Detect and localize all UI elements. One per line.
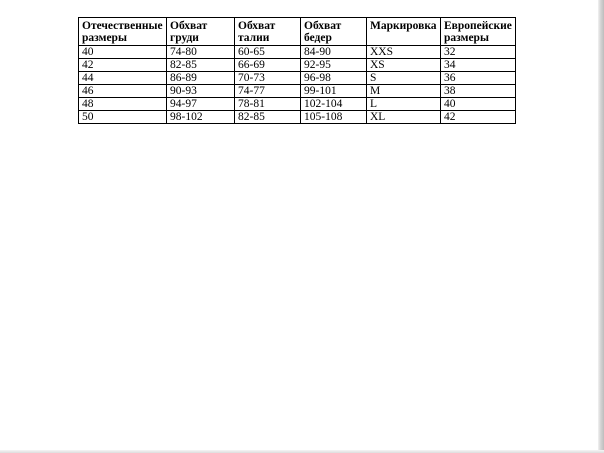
cell-marking: L [367, 98, 441, 111]
header-european-sizes [441, 18, 516, 46]
cell-waist: 74-77 [235, 85, 301, 98]
header-text: размеры [82, 32, 127, 44]
cell-hips: 84-90 [301, 46, 367, 59]
cell-chest: 94-97 [167, 98, 235, 111]
cell-domestic: 42 [79, 59, 167, 72]
header-text: Маркировка [370, 20, 437, 32]
cell-chest: 74-80 [167, 46, 235, 59]
cell-waist: 60-65 [235, 46, 301, 59]
cell-european: 42 [441, 111, 516, 124]
table-row [79, 98, 516, 111]
cell-waist: 66-69 [235, 59, 301, 72]
header-text: Обхват [304, 20, 342, 32]
header-text: бедер [304, 32, 332, 44]
cell-marking: XL [367, 111, 441, 124]
table-row [79, 85, 516, 98]
cell-waist: 70-73 [235, 72, 301, 85]
header-row [79, 18, 516, 46]
header-waist [235, 18, 301, 46]
table-row [79, 111, 516, 124]
cell-european: 38 [441, 85, 516, 98]
cell-marking: S [367, 72, 441, 85]
cell-chest: 90-93 [167, 85, 235, 98]
cell-marking: M [367, 85, 441, 98]
table-body [79, 46, 516, 124]
header-text: груди [170, 32, 199, 44]
cell-domestic: 44 [79, 72, 167, 85]
header-text: Обхват [170, 20, 208, 32]
cell-european: 36 [441, 72, 516, 85]
cell-marking: XS [367, 59, 441, 72]
cell-chest: 86-89 [167, 72, 235, 85]
cell-hips: 102-104 [301, 98, 367, 111]
header-text: Отечественные [82, 20, 163, 32]
size-chart-table [78, 17, 516, 124]
table-row [79, 46, 516, 59]
cell-domestic: 48 [79, 98, 167, 111]
cell-european: 34 [441, 59, 516, 72]
header-text: Обхват [238, 20, 276, 32]
cell-hips: 92-95 [301, 59, 367, 72]
cell-hips: 99-101 [301, 85, 367, 98]
table-row [79, 72, 516, 85]
header-hips [301, 18, 367, 46]
header-text: Европейские [444, 20, 512, 32]
cell-hips: 105-108 [301, 111, 367, 124]
header-domestic-sizes [79, 18, 167, 46]
table-row [79, 59, 516, 72]
cell-marking: XXS [367, 46, 441, 59]
header-marking [367, 18, 441, 46]
header-text: талии [238, 32, 270, 44]
table-header [79, 18, 516, 46]
cell-domestic: 50 [79, 111, 167, 124]
cell-domestic: 46 [79, 85, 167, 98]
cell-chest: 82-85 [167, 59, 235, 72]
cell-european: 40 [441, 98, 516, 111]
cell-european: 32 [441, 46, 516, 59]
cell-hips: 96-98 [301, 72, 367, 85]
header-chest [167, 18, 235, 46]
cell-waist: 78-81 [235, 98, 301, 111]
cell-chest: 98-102 [167, 111, 235, 124]
header-text: размеры [444, 32, 489, 44]
cell-domestic: 40 [79, 46, 167, 59]
cell-waist: 82-85 [235, 111, 301, 124]
scroll-edge-shadow [598, 0, 604, 453]
